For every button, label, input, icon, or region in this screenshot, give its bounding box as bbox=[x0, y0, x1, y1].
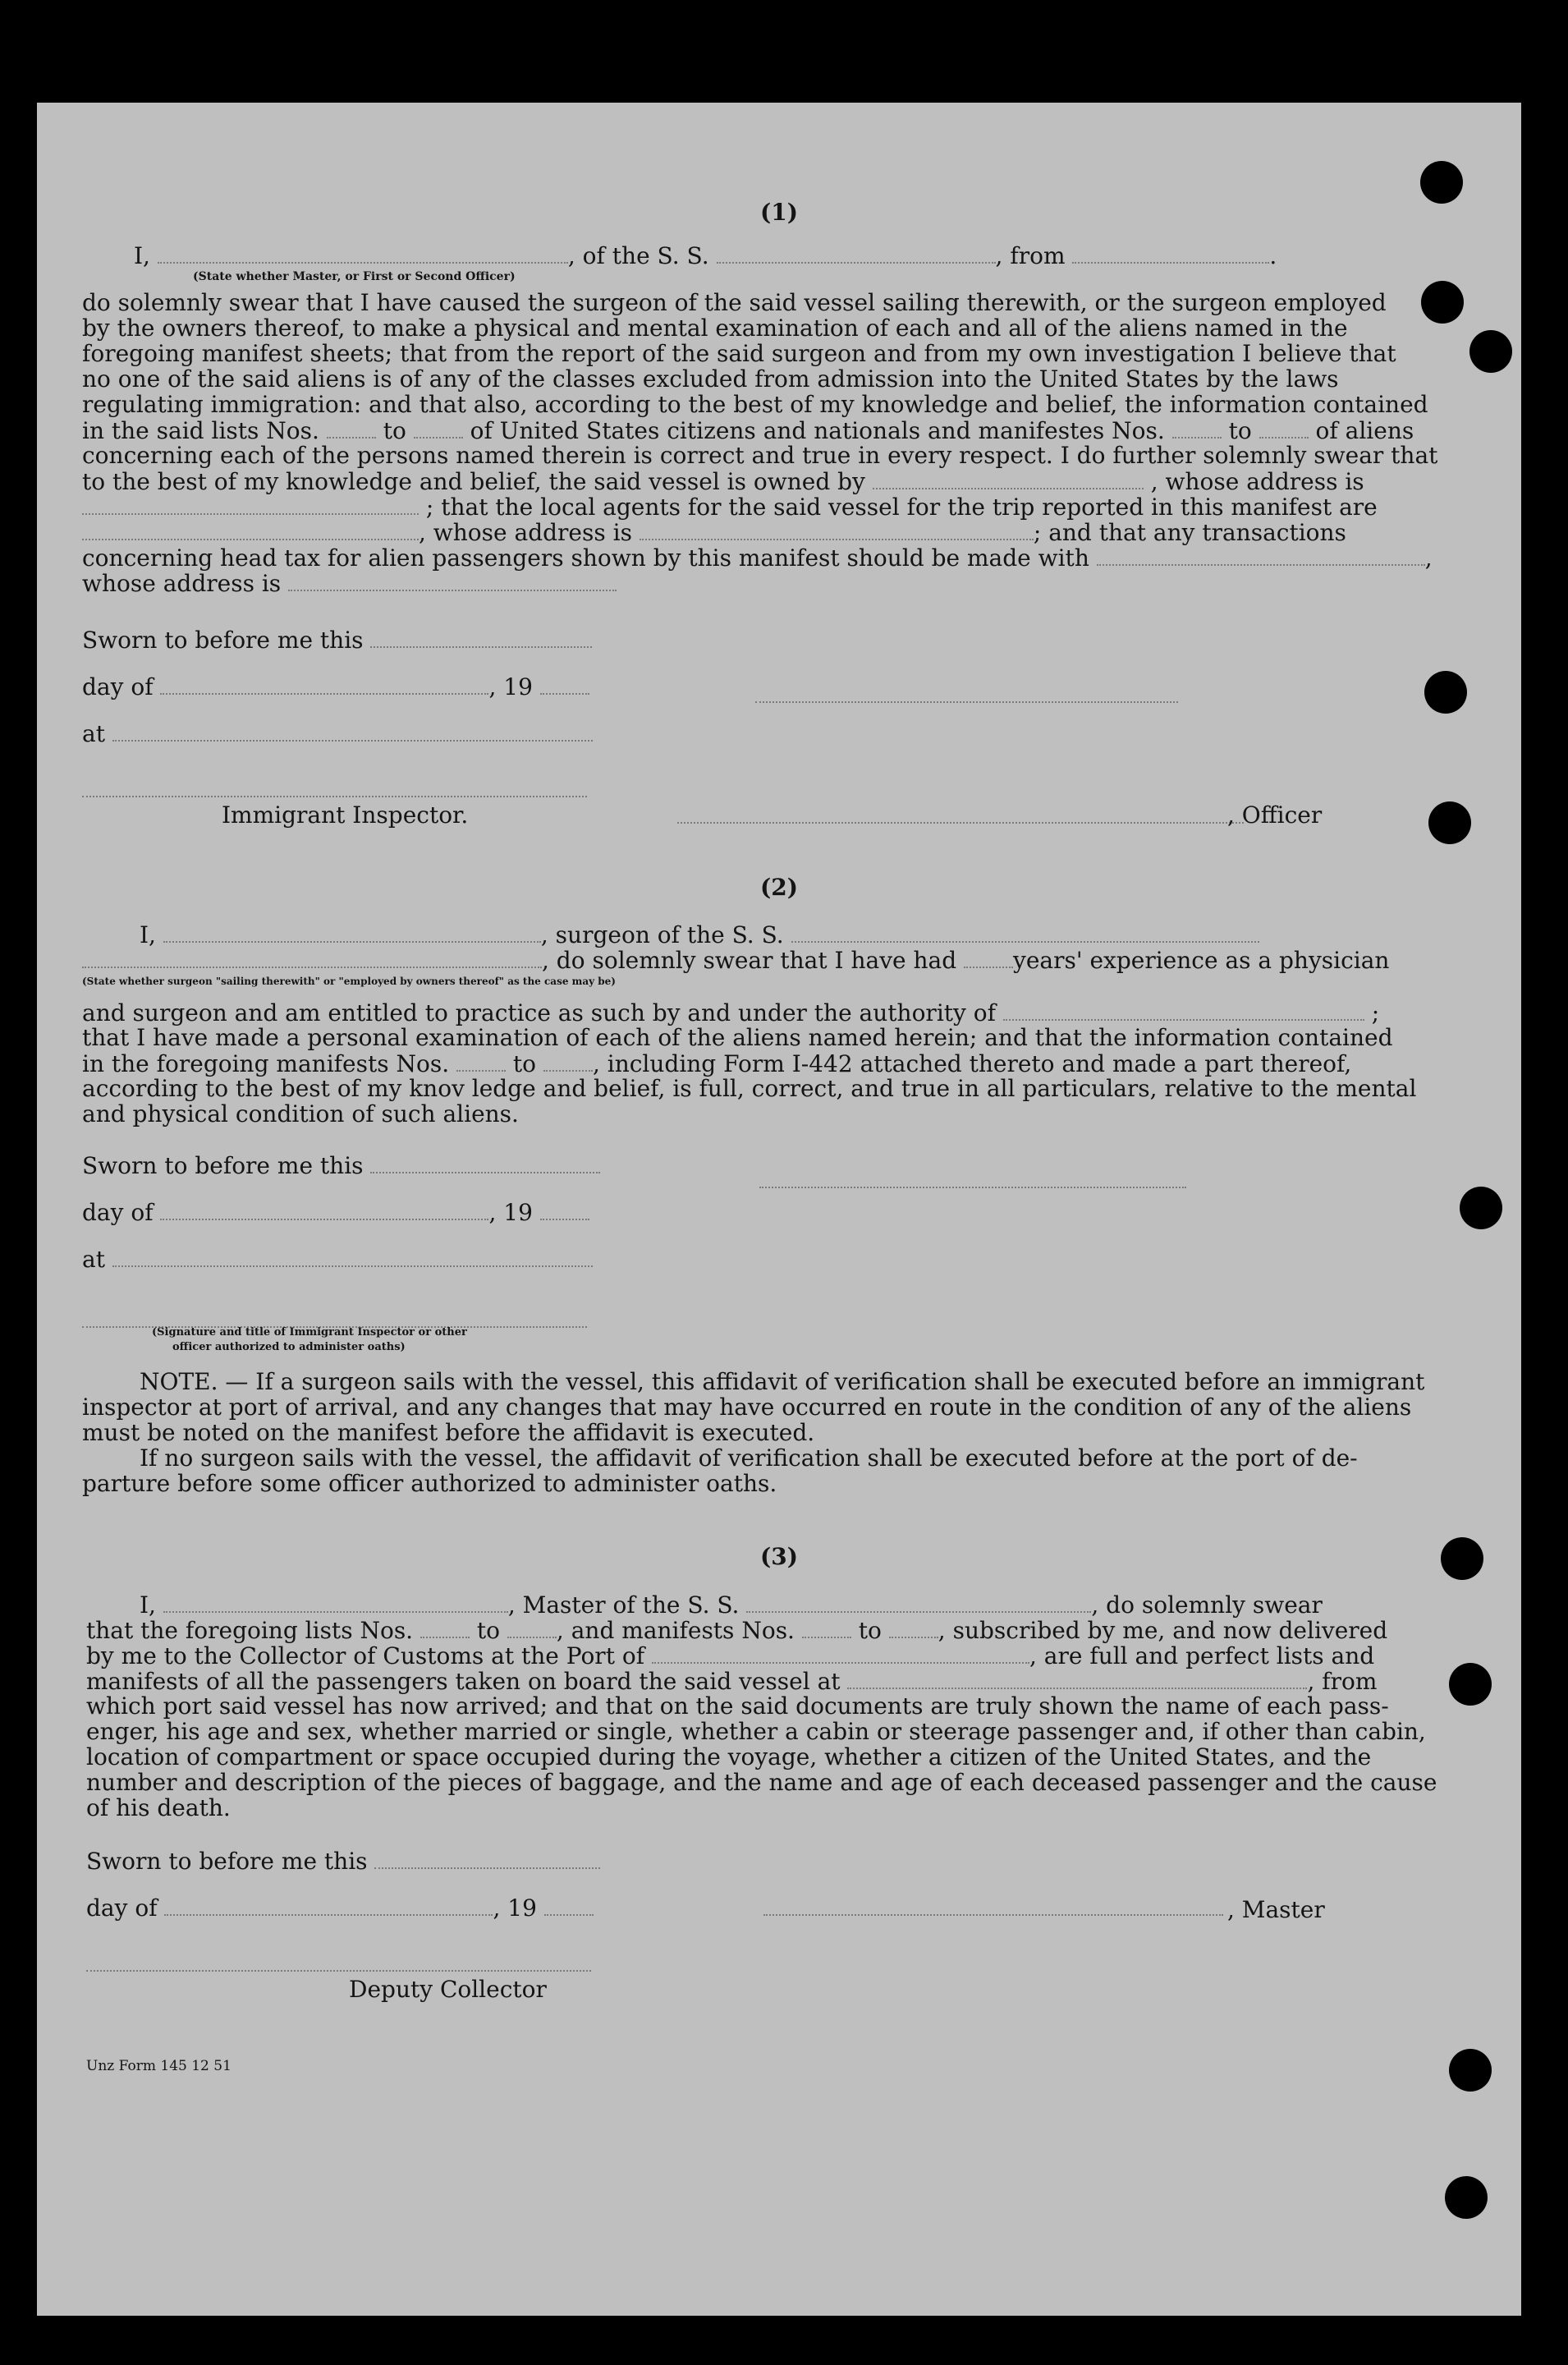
lists-line bbox=[82, 417, 1414, 444]
agents-address-line bbox=[82, 519, 1346, 546]
manifest-from-field[interactable] bbox=[802, 1617, 851, 1638]
section-2-line-1 bbox=[140, 921, 1259, 948]
label: years' experience as a physician bbox=[1013, 947, 1390, 974]
at-line bbox=[82, 720, 593, 747]
label: , subscribed by me, and now delivered bbox=[938, 1617, 1388, 1644]
signature-caption: (Signature and title of Immigrant Inspector or other bbox=[152, 1326, 467, 1339]
label: by me to the Collector of Customs at the Port of bbox=[86, 1642, 645, 1669]
manifest-to-field[interactable] bbox=[889, 1617, 938, 1638]
owner-address-field[interactable] bbox=[82, 494, 419, 515]
at-line bbox=[82, 1246, 593, 1273]
section-1-caption: (State whether Master, or First or Second Officer) bbox=[193, 270, 516, 283]
section-1-line-1 bbox=[134, 242, 1277, 269]
manifest-from-field[interactable] bbox=[456, 1050, 506, 1072]
note-line: If no surgeon sails with the vessel, the affidavit of verification shall be executed before at the port of de- bbox=[140, 1444, 1358, 1472]
officer-signature-field[interactable] bbox=[755, 682, 1178, 703]
port-line bbox=[86, 1642, 1374, 1669]
list-no-from-field[interactable] bbox=[327, 417, 376, 439]
ship-name-field[interactable] bbox=[717, 242, 996, 264]
boarding-port-field[interactable] bbox=[847, 1668, 1307, 1689]
label: . bbox=[1269, 242, 1277, 269]
agents-line bbox=[82, 494, 1378, 521]
year-field[interactable] bbox=[544, 1894, 594, 1916]
body-line: no one of the said aliens is of any of the classes excluded from admission into the United States by the laws bbox=[82, 365, 1339, 393]
manifests-line bbox=[82, 1050, 1351, 1077]
label: , whose address is bbox=[1150, 468, 1364, 495]
label: , 19 bbox=[493, 1894, 537, 1922]
manifest-no-to-field[interactable] bbox=[1259, 417, 1309, 439]
label: , Master of the S. S. bbox=[507, 1591, 740, 1619]
binder-hole bbox=[1449, 1663, 1492, 1706]
label: , and manifests Nos. bbox=[556, 1617, 795, 1644]
label: to bbox=[383, 417, 406, 444]
sworn-date-field[interactable] bbox=[374, 1848, 600, 1869]
label: I, bbox=[140, 1591, 156, 1619]
dayof-line bbox=[82, 673, 589, 700]
binder-hole bbox=[1469, 330, 1512, 373]
sworn-line bbox=[86, 1848, 600, 1875]
binder-hole bbox=[1420, 161, 1463, 204]
label: day of bbox=[82, 673, 154, 700]
body-line: according to the best of my knov ledge and belief, is full, correct, and true in all particulars, relative to the mental bbox=[82, 1075, 1417, 1102]
sworn-line bbox=[82, 1152, 600, 1179]
section-1-number: (1) bbox=[760, 199, 798, 226]
binder-hole bbox=[1424, 671, 1467, 714]
label: concerning head tax for alien passengers shown by this manifest should be made with bbox=[82, 544, 1089, 572]
list-no-to-field[interactable] bbox=[414, 417, 463, 439]
label: , bbox=[1424, 544, 1433, 572]
label: , do solemnly swear that I have had bbox=[542, 947, 957, 974]
inspector-signature-field[interactable] bbox=[82, 776, 587, 797]
inspector-label: Immigrant Inspector. bbox=[222, 801, 469, 829]
label: whose address is bbox=[82, 570, 282, 597]
signature-caption: officer authorized to administer oaths) bbox=[172, 1341, 406, 1353]
owner-field[interactable] bbox=[873, 468, 1144, 489]
body-line: of his death. bbox=[86, 1794, 231, 1821]
label: in the said lists Nos. bbox=[82, 417, 319, 444]
label: Sworn to before me this bbox=[86, 1848, 368, 1875]
section-3-number: (3) bbox=[760, 1543, 798, 1570]
label: , 19 bbox=[488, 673, 533, 700]
headtax-line bbox=[82, 544, 1433, 572]
ship-name-field[interactable] bbox=[746, 1591, 1091, 1613]
officer-name-field[interactable] bbox=[158, 242, 568, 264]
body-line: and physical condition of such aliens. bbox=[82, 1100, 519, 1127]
binder-hole bbox=[1460, 1187, 1502, 1229]
section-3-line-1 bbox=[140, 1591, 1323, 1619]
label: , do solemnly swear bbox=[1091, 1591, 1323, 1619]
agents-field[interactable] bbox=[82, 519, 419, 540]
binder-hole bbox=[1445, 2176, 1488, 2219]
sworn-line bbox=[82, 627, 592, 654]
label: ; that the local agents for the said vessel for the trip reported in this manifest are bbox=[425, 494, 1378, 521]
label: to bbox=[476, 1617, 501, 1644]
month-field[interactable] bbox=[160, 1199, 488, 1220]
label: that the foregoing lists Nos. bbox=[86, 1617, 414, 1644]
label: Sworn to before me this bbox=[82, 1152, 364, 1179]
label: , from bbox=[995, 242, 1066, 269]
binder-hole bbox=[1441, 1537, 1483, 1580]
note-line: inspector at port of arrival, and any changes that may have occurred en route in the condition of any of the aliens bbox=[82, 1394, 1412, 1421]
place-field[interactable] bbox=[112, 1246, 593, 1267]
lists-line bbox=[86, 1617, 1387, 1644]
sworn-date-field[interactable] bbox=[370, 1152, 600, 1173]
label: to bbox=[512, 1050, 537, 1077]
form-page bbox=[37, 103, 1521, 2316]
label: , are full and perfect lists and bbox=[1029, 1642, 1375, 1669]
label: to the best of my knowledge and belief, the said vessel is owned by bbox=[82, 468, 865, 495]
label: ; bbox=[1371, 999, 1380, 1026]
board-line bbox=[86, 1668, 1377, 1695]
manifest-no-from-field[interactable] bbox=[1172, 417, 1222, 439]
label: to bbox=[1228, 417, 1252, 444]
month-field[interactable] bbox=[164, 1894, 493, 1916]
from-port-field[interactable] bbox=[1072, 242, 1269, 264]
officer-name-signature-field[interactable] bbox=[677, 802, 1244, 824]
inspector-signature-field[interactable] bbox=[82, 1306, 587, 1328]
officer-label: , Officer bbox=[1227, 801, 1323, 829]
authority-line bbox=[82, 999, 1379, 1026]
master-signature-field[interactable] bbox=[763, 1894, 1223, 1916]
label: , 19 bbox=[488, 1199, 533, 1226]
body-line: concerning each of the persons named therein is correct and true in every respect. I do further solemnly swear that bbox=[82, 442, 1438, 469]
owned-line bbox=[82, 468, 1364, 495]
year-field[interactable] bbox=[540, 1199, 589, 1220]
note-line: NOTE. — If a surgeon sails with the vessel, this affidavit of verification shall be executed before an immigrant bbox=[140, 1368, 1425, 1395]
dayof-line bbox=[86, 1894, 594, 1922]
section-2-line-2 bbox=[82, 947, 1389, 974]
surgeon-name-field[interactable] bbox=[163, 921, 541, 943]
body-line: number and description of the pieces of baggage, and the name and age of each deceased passenger and the cause bbox=[86, 1769, 1437, 1796]
binder-hole bbox=[1449, 2049, 1492, 2092]
collector-signature-field[interactable] bbox=[86, 1950, 591, 1972]
section-2-caption: (State whether surgeon "sailing therewith" or "employed by owners thereof" as the case may be) bbox=[82, 976, 616, 987]
body-line: that I have made a personal examination of each of the aliens named herein; and that the information contained bbox=[82, 1024, 1393, 1051]
label: , including Form I-442 attached thereto and made a part thereof, bbox=[592, 1050, 1352, 1077]
month-field[interactable] bbox=[160, 673, 488, 695]
manifest-to-field[interactable] bbox=[543, 1050, 593, 1072]
section-2-number: (2) bbox=[760, 874, 798, 901]
label: of United States citizens and nationals and manifestes Nos. bbox=[470, 417, 1165, 444]
surgeon-ship-field[interactable] bbox=[791, 921, 1259, 943]
body-line: location of compartment or space occupied during the voyage, whether a citizen of the United States, and the bbox=[86, 1743, 1372, 1770]
label: and surgeon and am entitled to practice as such by and under the authority of bbox=[82, 999, 996, 1026]
note-line: must be noted on the manifest before the affidavit is executed. bbox=[82, 1419, 815, 1446]
label: in the foregoing manifests Nos. bbox=[82, 1050, 450, 1077]
label: ; and that any transactions bbox=[1033, 519, 1346, 546]
authority-field[interactable] bbox=[1003, 999, 1364, 1021]
label: day of bbox=[82, 1199, 154, 1226]
body-line: enger, his age and sex, whether married or single, whether a cabin or steerage passenger and, if other than cabin, bbox=[86, 1718, 1426, 1745]
list-from-field[interactable] bbox=[420, 1617, 470, 1638]
agents-address-field[interactable] bbox=[640, 519, 1034, 540]
form-id: Unz Form 145 12 51 bbox=[86, 2058, 232, 2074]
label: manifests of all the passengers taken on board the said vessel at bbox=[86, 1668, 841, 1695]
port-field[interactable] bbox=[652, 1642, 1029, 1664]
list-to-field[interactable] bbox=[507, 1617, 557, 1638]
label: , surgeon of the S. S. bbox=[540, 921, 784, 948]
label: of aliens bbox=[1315, 417, 1414, 444]
note-line: parture before some officer authorized to administer oaths. bbox=[82, 1470, 777, 1497]
label: at bbox=[82, 720, 105, 747]
label: I, bbox=[140, 921, 156, 948]
label: I, bbox=[134, 242, 150, 269]
label: at bbox=[82, 1246, 105, 1273]
binder-hole bbox=[1428, 801, 1471, 844]
master-label: , Master bbox=[1227, 1896, 1325, 1923]
label: , of the S. S. bbox=[567, 242, 709, 269]
body-line: which port said vessel has now arrived; and that on the said documents are truly shown the name of each pass- bbox=[86, 1692, 1389, 1720]
label: Sworn to before me this bbox=[82, 627, 364, 654]
place-field[interactable] bbox=[112, 720, 593, 742]
body-line: foregoing manifest sheets; that from the report of the said surgeon and from my own investigation I believe that bbox=[82, 340, 1396, 367]
label: , whose address is bbox=[419, 519, 632, 546]
whose-line bbox=[82, 570, 617, 597]
dayof-line bbox=[82, 1199, 589, 1226]
body-line: by the owners thereof, to make a physical and mental examination of each and all of the aliens named in the bbox=[82, 315, 1348, 342]
collector-label: Deputy Collector bbox=[349, 1976, 547, 2003]
label: , from bbox=[1307, 1668, 1378, 1695]
headtax-address-field[interactable] bbox=[288, 570, 617, 591]
body-line: regulating immigration: and that also, according to the best of my knowledge and belief, the information contained bbox=[82, 391, 1428, 418]
year-field[interactable] bbox=[540, 673, 589, 695]
surgeon-status-field[interactable] bbox=[82, 947, 542, 968]
years-field[interactable] bbox=[964, 947, 1013, 968]
headtax-party-field[interactable] bbox=[1097, 544, 1425, 566]
label: to bbox=[858, 1617, 882, 1644]
body-line: do solemnly swear that I have caused the surgeon of the said vessel sailing therewith, or the surgeon employed bbox=[82, 289, 1387, 316]
master-name-field[interactable] bbox=[163, 1591, 508, 1613]
label: day of bbox=[86, 1894, 158, 1922]
sworn-date-field[interactable] bbox=[370, 627, 592, 648]
binder-hole bbox=[1421, 281, 1464, 324]
surgeon-signature-field[interactable] bbox=[759, 1167, 1186, 1188]
